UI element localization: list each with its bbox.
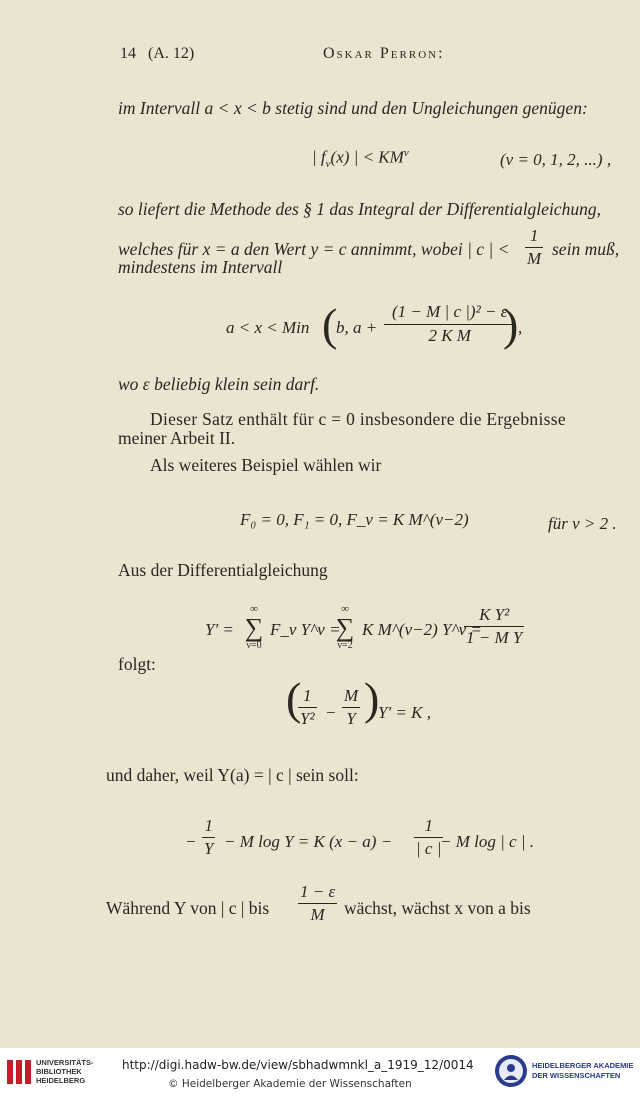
text-line-3: welches für x = a den Wert y = c annimmt, wobei | c | < [118,239,510,259]
equation-6-fraction-2: $\frac{1}{| c |}$ [416,816,442,858]
text-line-5: wo ε beliebig klein sein darf. [118,374,320,394]
paren-open: ( [322,299,338,350]
equation-5-rest: Y′ = K , [378,703,431,722]
text-line-2: so liefert die Methode des § 1 das Integral der Differentialgleichung, [118,199,601,219]
copyright-notice: © Heidelberger Akademie der Wissenschaften [168,1078,412,1090]
academy-name-line-2: DER WISSENSCHAFTEN [532,1071,621,1080]
paragraph-6: Während Y von | c | bis [106,898,270,918]
viewer-footer [0,1048,640,1096]
paren-close-2: ) [364,673,380,724]
page-ref: (A. 12) [148,45,195,62]
university-library-name: UNIVERSITÄTS- BIBLIOTHEK HEIDELBERG [36,1058,94,1085]
equation-4-term-1: F_ν Y^ν = [270,620,341,639]
equation-6-mid: − M log Y = K (x − a) − [224,832,393,851]
equation-6-end: − M log | c | . [440,832,534,851]
paragraph-1-line-2: meiner Arbeit II. [118,428,236,448]
equation-4-fraction: $\frac{\text{K Y²}}{\text{1 − M Y}}$ [466,605,523,647]
equation-2-inner: b, a + [336,318,378,337]
university-library-logo-icon [6,1056,32,1088]
text-line-3-end: sein muß, [552,239,620,259]
equation-6-fraction-1: $\frac{1}{Y}$ [204,816,214,858]
equation-1-range: (ν = 0, 1, 2, ...) , [500,150,612,169]
source-url[interactable]: http://digi.hadw-bw.de/view/sbhadwmnkl_a_1919_12/0014 [122,1058,474,1072]
fraction-1-over-m: $\frac{1}{M}$ [527,226,542,268]
paragraph-4: folgt: [118,654,156,674]
text-line-1: im Intervall a < x < b stetig sind und den Ungleichungen genügen: [118,98,588,118]
paragraph-5: und daher, weil Y(a) = | c | sein soll: [106,765,359,785]
paragraph-1-line-1: Dieser Satz enthält für c = 0 insbesondere die Ergebnisse [150,409,566,429]
equation-5-fraction-2: $\frac{M}{Y}$ [344,686,359,728]
equation-4-term-2: K M^(ν−2) Y^ν = [362,620,482,639]
paragraph-6-fraction: $\frac{1 - \varepsilon}{M}$ [300,882,336,924]
paren-close: ) [503,299,519,350]
equation-3: F₀ = 0, F₁ = 0, F_ν = K M^(ν−2) [240,510,469,529]
academy-name-line-1: HEIDELBERGER AKADEMIE [532,1061,634,1070]
equation-2-lhs: a < x < Min [226,318,310,337]
sum-symbol-1: ∞ ∑ ν=0 [244,603,264,651]
paragraph-2: Als weiteres Beispiel wählen wir [150,455,382,475]
academy-seal-icon [494,1054,528,1088]
equation-4-lhs: Y′ = [205,620,234,639]
equation-2-fraction: $\frac{\text{(1 − M | c |)² − ε}}{\text{2 K M}}$ [384,302,515,346]
text-line-4: mindestens im Intervall [118,257,283,277]
minus-sign: − [326,703,336,722]
paren-open-2: ( [286,673,302,724]
sum-symbol-2: ∞ ∑ ν=2 [335,603,355,651]
page-number: 14 [120,45,136,62]
running-author: Oskar Perron: [323,45,445,62]
minus-sign-2: − [186,832,196,851]
equation-5-fraction-1: $\frac{1}{\text{Y²}}$ [300,686,315,728]
paragraph-3: Aus der Differentialgleichung [118,560,328,580]
equation-2-end: , [518,318,523,337]
paragraph-6-end: wächst, wächst x von a bis [344,898,531,918]
equation-3-condition: für ν > 2 . [548,514,617,533]
equation-1: | $f_\nu(x)$ | < $KM^\nu$ [312,147,409,171]
